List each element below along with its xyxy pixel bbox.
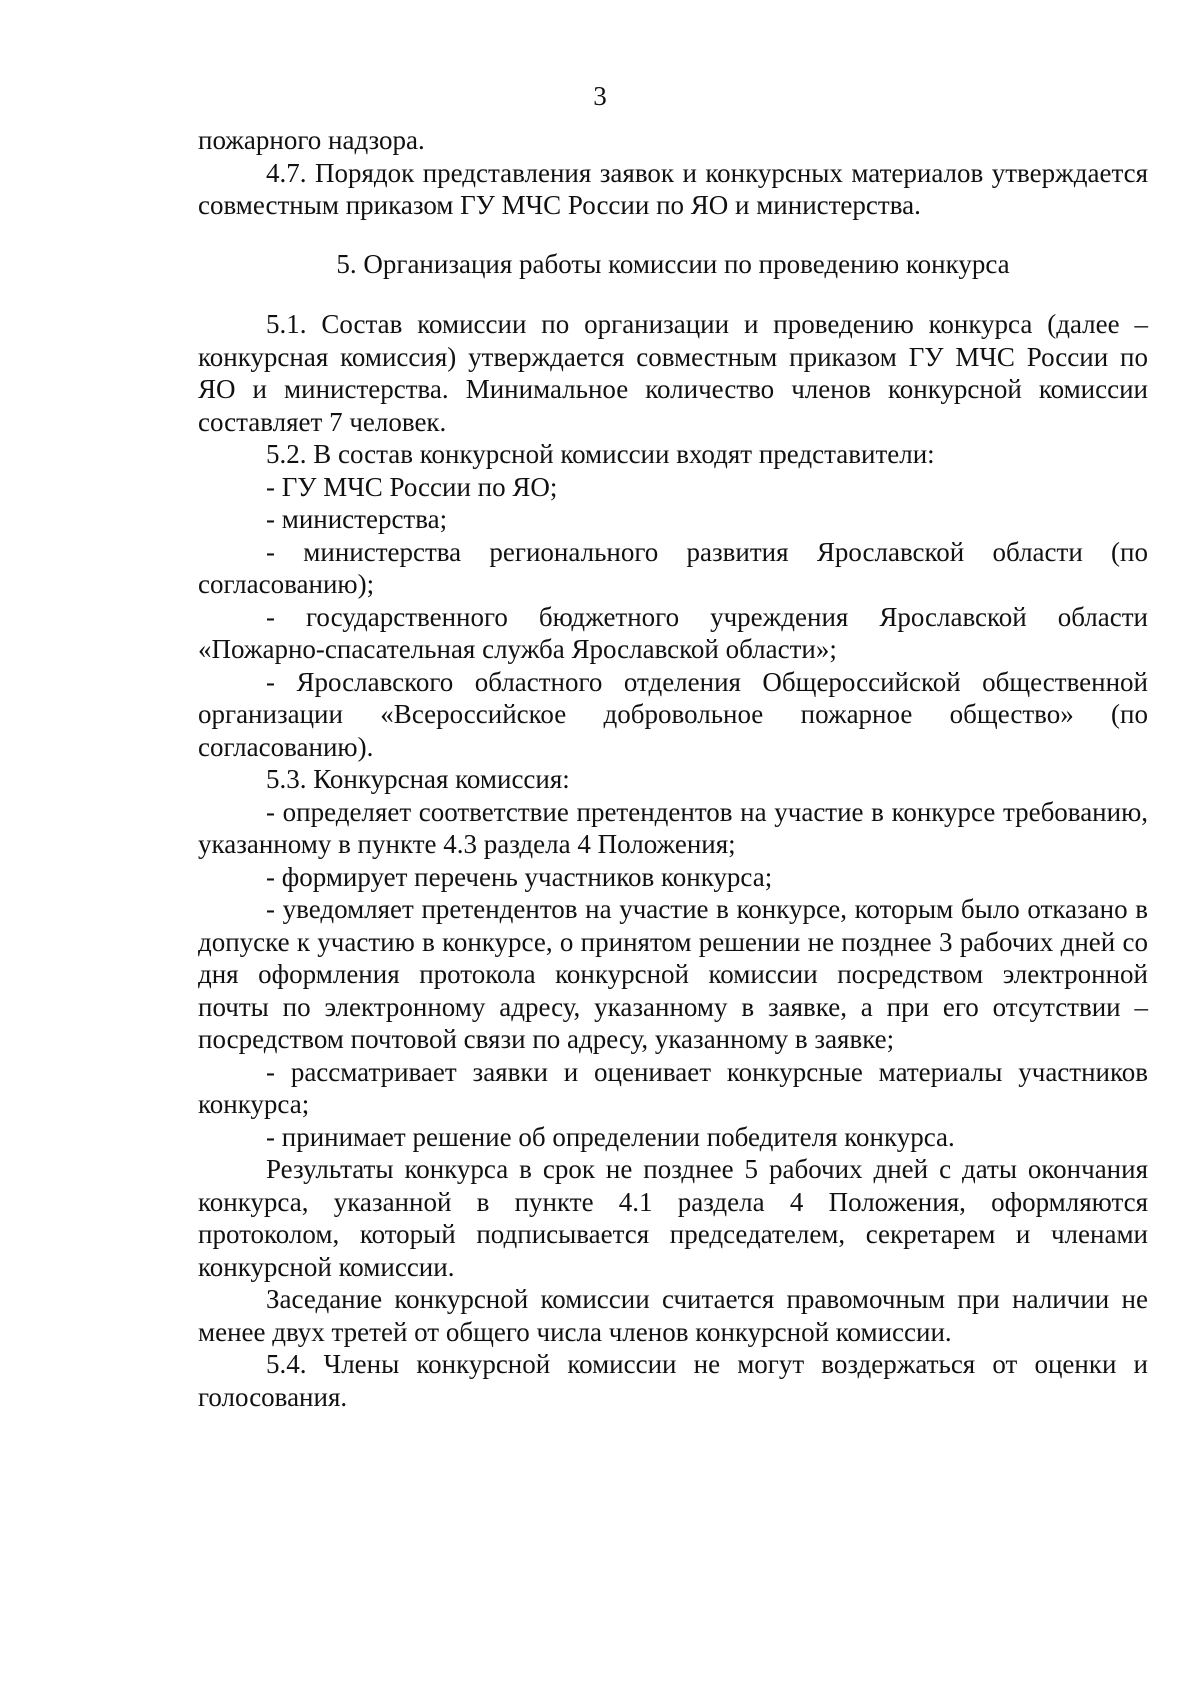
list-item: - определяет соответствие претендентов на участие в конкурсе требованию, указанному в пункте 4.3 раздела 4 Положения;: [198, 796, 1148, 859]
paragraph-results: Результаты конкурса в срок не позднее 5 рабочих дней с даты окончания конкурса, указанной в пункте 4.1 раздела 4 Положения, оформляются протоколом, который подписывается председателем, секретарем и членами конкурсной комиссии.: [198, 1154, 1148, 1282]
list-item: - министерства;: [266, 504, 448, 534]
list-item: - принимает решение об определении победителя конкурса.: [266, 1121, 955, 1152]
list-item: - Ярославского областного отделения Общероссийской общественной организации «Всероссийское добровольное пожарное общество» (по согласованию).: [198, 666, 1148, 762]
paragraph-5-2: 5.2. В состав конкурсной комиссии входят представители:: [266, 439, 935, 469]
page-number: 3: [593, 81, 607, 111]
list-item: - министерства регионального развития Ярославской области (по согласованию);: [198, 536, 1148, 599]
list-item: - уведомляет претендентов на участие в конкурсе, которым было отказано в допуске к участию в конкурсе, о принятом решении не позднее 3 рабочих дней со дня оформления протокола конкурсной комиссии посредством электронной почты по электронному адресу, указанному в заявке, а при его отсутствии – посредством почтовой связи по адресу, указанному в заявке;: [198, 894, 1148, 1054]
section-heading-5: 5. Организация работы комиссии по проведению конкурса: [336, 248, 1010, 279]
list-item: - рассматривает заявки и оценивает конкурсные материалы участников конкурса;: [198, 1056, 1148, 1119]
paragraph-5-1: 5.1. Состав комиссии по организации и проведению конкурса (далее – конкурсная комиссия) утверждается совместным приказом ГУ МЧС России по ЯО и министерства. Минимальное количество членов конкурсной комиссии составляет 7 человек.: [198, 309, 1148, 437]
paragraph-4-7: 4.7. Порядок представления заявок и конкурсных материалов утверждается совместным приказом ГУ МЧС России по ЯО и министерства.: [198, 157, 1148, 220]
list-item: - ГУ МЧС России по ЯО;: [266, 471, 558, 502]
list-item: - государственного бюджетного учреждения Ярославской области «Пожарно-спасательная служба Ярославской области»;: [198, 601, 1148, 664]
paragraph-fire-supervision: пожарного надзора.: [198, 125, 425, 155]
paragraph-5-4: 5.4. Члены конкурсной комиссии не могут воздержаться от оценки и голосования.: [198, 1349, 1148, 1412]
paragraph-quorum: Заседание конкурсной комиссии считается правомочным при наличии не менее двух третей от общего числа членов конкурсной комиссии.: [198, 1284, 1148, 1347]
list-item: - формирует перечень участников конкурса;: [266, 861, 773, 892]
document-body: [198, 124, 1148, 1413]
paragraph-5-3: 5.3. Конкурсная комиссия:: [266, 764, 570, 794]
